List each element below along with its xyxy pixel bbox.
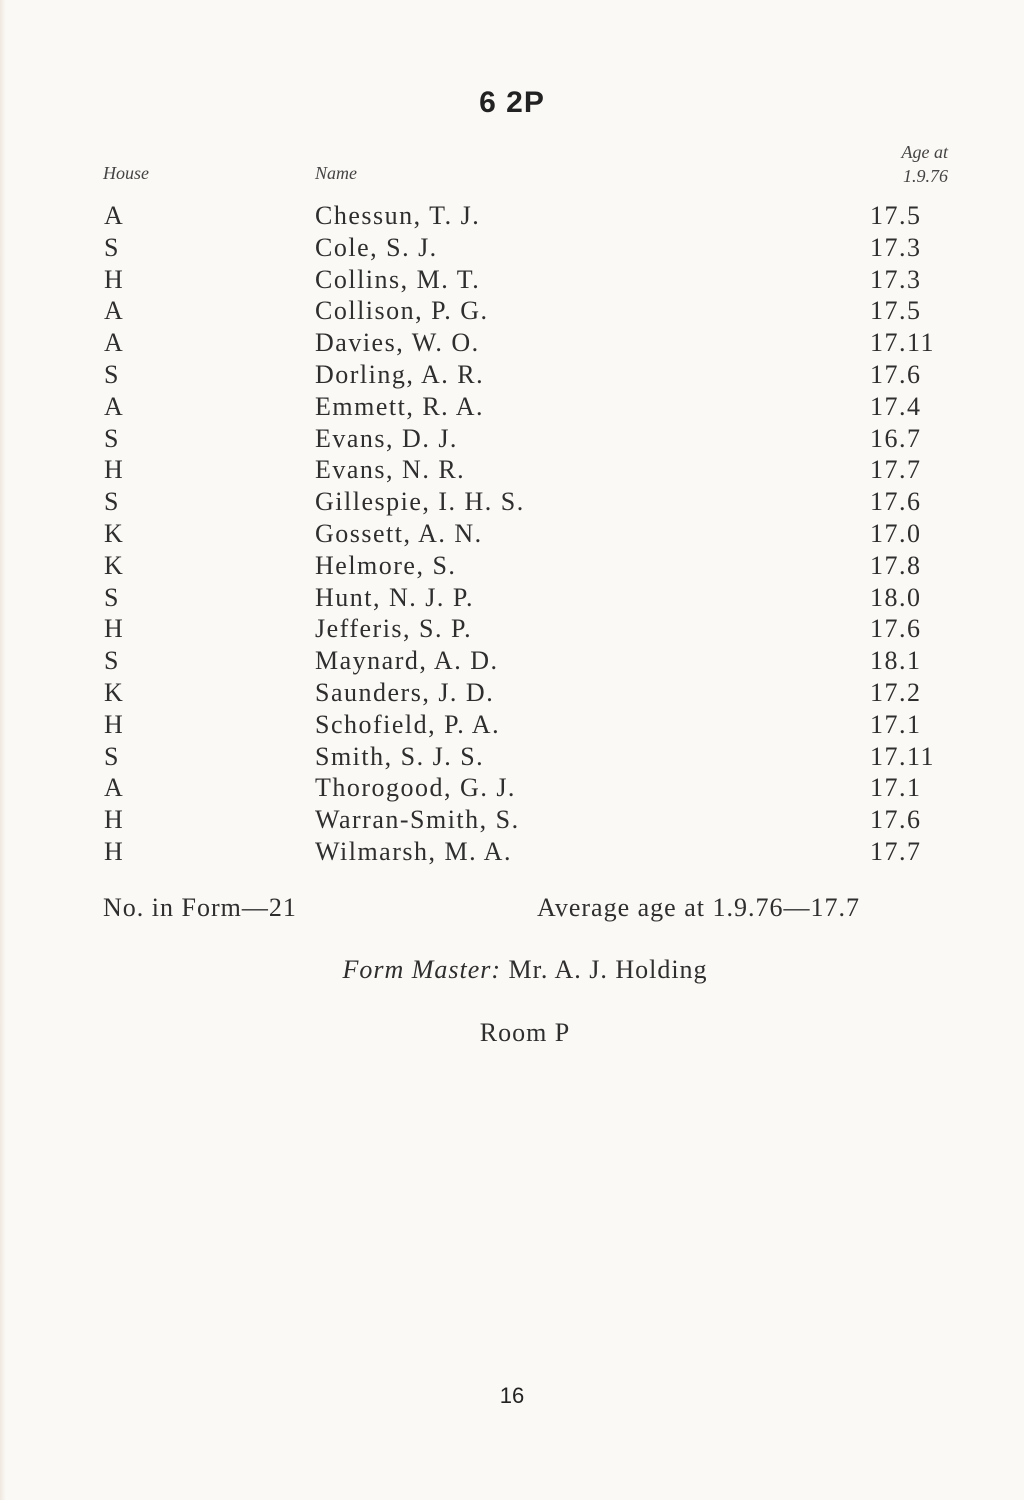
age-cell: 17.1: [870, 773, 922, 803]
age-cell: 17.1: [870, 709, 922, 739]
age-cell: 17.11: [870, 328, 936, 358]
house-cell: S: [104, 646, 120, 676]
house-cell: K: [104, 550, 125, 580]
age-cell: 17.8: [870, 550, 922, 580]
student-list: [0, 200, 1024, 868]
table-row: [0, 200, 1024, 232]
form-count: No. in Form—21: [103, 893, 297, 922]
house-column-header: House: [103, 163, 149, 183]
house-cell: H: [104, 614, 125, 644]
house-cell: S: [104, 582, 120, 612]
page-number: 16: [499, 1383, 525, 1408]
age-cell: 17.6: [870, 614, 922, 644]
form-master-label: Form Master:: [342, 955, 502, 984]
age-cell: 17.6: [870, 805, 922, 835]
house-cell: A: [104, 391, 125, 421]
age-cell: 17.3: [870, 232, 922, 262]
name-cell: Collins, M. T.: [315, 264, 481, 294]
name-cell: Evans, D. J.: [315, 423, 458, 453]
table-row: [0, 582, 1024, 614]
house-cell: H: [104, 836, 125, 866]
age-cell: 18.1: [870, 646, 922, 676]
name-cell: Helmore, S.: [315, 550, 457, 580]
house-cell: A: [104, 201, 125, 230]
house-cell: H: [104, 805, 125, 835]
age-cell: 17.7: [870, 455, 922, 485]
name-cell: Gillespie, I. H. S.: [315, 487, 525, 517]
house-cell: A: [104, 328, 125, 358]
table-row: [0, 613, 1024, 645]
house-cell: H: [104, 709, 125, 739]
table-row: [0, 804, 1024, 836]
form-title: 6 2P: [479, 86, 545, 119]
table-row: [0, 327, 1024, 359]
house-cell: H: [104, 264, 125, 294]
house-cell: H: [104, 455, 125, 485]
name-cell: Dorling, A. R.: [315, 359, 485, 389]
table-row: [0, 645, 1024, 677]
age-header-line1: Age at: [901, 142, 948, 162]
name-cell: Davies, W. O.: [315, 328, 480, 358]
age-cell: 17.11: [870, 741, 936, 771]
table-row: [0, 677, 1024, 709]
name-cell: Maynard, A. D.: [315, 646, 499, 676]
house-cell: S: [104, 487, 120, 517]
house-cell: A: [104, 773, 125, 803]
average-age: Average age at 1.9.76—17.7: [537, 893, 860, 922]
name-cell: Evans, N. R.: [315, 455, 466, 485]
name-cell: Hunt, N. J. P.: [315, 582, 474, 612]
table-row: [0, 359, 1024, 391]
age-cell: 17.6: [870, 487, 922, 517]
name-cell: Emmett, R. A.: [315, 391, 484, 421]
table-row: [0, 232, 1024, 264]
name-cell: Collison, P. G.: [315, 296, 489, 326]
age-cell: 18.0: [870, 582, 922, 612]
name-cell: Warran-Smith, S.: [315, 805, 520, 835]
name-cell: Smith, S. J. S.: [315, 741, 485, 771]
table-row: [0, 741, 1024, 773]
name-column-header: Name: [315, 163, 357, 183]
age-cell: 17.5: [870, 296, 922, 326]
table-row: [0, 836, 1024, 868]
table-row: [0, 772, 1024, 804]
table-row: [0, 423, 1024, 455]
age-header-line2: 1.9.76: [903, 166, 948, 186]
house-cell: K: [104, 518, 125, 548]
age-cell: 17.5: [870, 201, 922, 230]
table-row: [0, 486, 1024, 518]
age-cell: 17.7: [870, 836, 922, 866]
age-cell: 17.0: [870, 518, 922, 548]
name-cell: Gossett, A. N.: [315, 518, 483, 548]
table-row: [0, 295, 1024, 327]
table-row: [0, 550, 1024, 582]
house-cell: K: [104, 677, 125, 707]
name-cell: Thorogood, G. J.: [315, 773, 516, 803]
house-cell: S: [104, 232, 120, 262]
form-master-name: Mr. A. J. Holding: [508, 955, 708, 984]
house-cell: A: [104, 296, 125, 326]
name-cell: Schofield, P. A.: [315, 709, 501, 739]
name-cell: Cole, S. J.: [315, 232, 438, 262]
age-cell: 17.6: [870, 359, 922, 389]
table-row: [0, 391, 1024, 423]
house-cell: S: [104, 423, 120, 453]
age-cell: 16.7: [870, 423, 922, 453]
table-row: [0, 518, 1024, 550]
table-row: [0, 709, 1024, 741]
name-cell: Chessun, T. J.: [315, 201, 481, 230]
age-cell: 17.2: [870, 677, 922, 707]
room: Room P: [479, 1018, 571, 1047]
name-cell: Jefferis, S. P.: [315, 614, 473, 644]
house-cell: S: [104, 741, 120, 771]
name-cell: Wilmarsh, M. A.: [315, 836, 512, 866]
table-row: [0, 264, 1024, 296]
name-cell: Saunders, J. D.: [315, 677, 495, 707]
age-cell: 17.4: [870, 391, 922, 421]
house-cell: S: [104, 359, 120, 389]
age-column-header: [860, 140, 948, 188]
table-row: [0, 454, 1024, 486]
form-master: [0, 955, 1024, 985]
age-cell: 17.3: [870, 264, 922, 294]
